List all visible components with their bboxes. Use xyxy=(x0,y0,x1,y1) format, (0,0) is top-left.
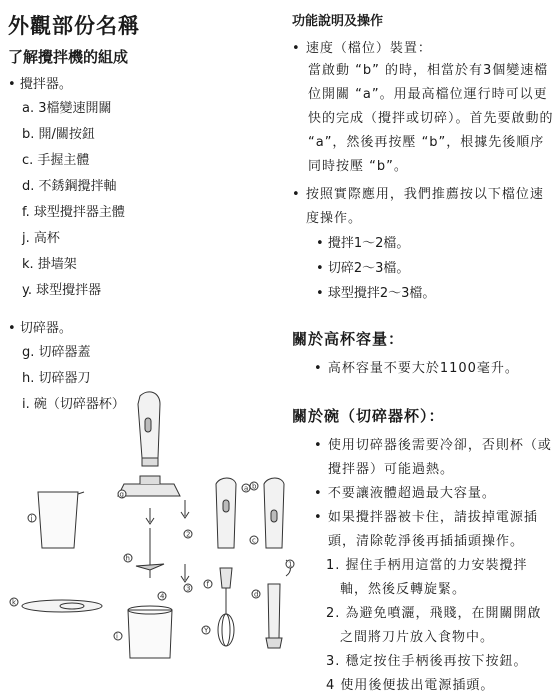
part-item: h. 切碎器刀 xyxy=(22,371,91,386)
beaker-illustration xyxy=(28,492,84,548)
chopper-blade-illustration xyxy=(124,528,164,578)
cup-item: • 高杯容量不要大於1100毫升。 xyxy=(314,357,554,381)
chopper-bowl-illustration xyxy=(114,606,172,658)
group-blender-title: • 攪拌器。 xyxy=(8,73,278,92)
speed-bullet: • 速度（檔位）裝置： xyxy=(292,37,554,61)
label-j: j xyxy=(30,514,33,523)
label-c: c xyxy=(252,536,256,545)
step-item: 2. 為避免噴灑，飛賤，在開關開啟之間將刀片放入食物中。 xyxy=(326,606,542,645)
recommend-item: • 球型攪拌2～3檔。 xyxy=(316,281,554,306)
label-i: i xyxy=(116,632,118,641)
recommend-item: • 攪拌1～2檔。 xyxy=(316,231,554,256)
part-item: a. 3檔變速開關 xyxy=(22,101,112,116)
speed-text: 當啟動 “b” 的時，相當於有3個變速檔位開關 “a”。用最高檔位運行時可以更快的完成（攪拌或切碎）。首先要啟動的 “a”，然後再按壓 “b”，根據先後順序同時按壓 “b”。 xyxy=(308,63,554,174)
chopper-lid-illustration xyxy=(118,476,180,499)
label-d: d xyxy=(254,590,259,599)
parts-column xyxy=(8,10,278,419)
part-item: j. 高杯 xyxy=(22,231,60,246)
label-f: f xyxy=(206,580,209,589)
step-item: 3. 穩定按住手柄後再按下按鈕。 xyxy=(326,654,528,669)
bowl-item: • 如果攪拌器被卡住，請拔掉電源插頭，清除乾淨後再插插頭操作。 xyxy=(314,506,554,554)
step-3: 3 xyxy=(186,584,191,593)
label-g: g xyxy=(119,490,124,499)
step-2: 2 xyxy=(186,530,191,539)
part-item: d. 不銹鋼攪拌軸 xyxy=(22,179,117,194)
label-a: a xyxy=(244,484,249,493)
section-subtitle: 了解攪拌機的組成 xyxy=(8,48,129,66)
wall-bracket-illustration xyxy=(10,598,102,612)
cup-capacity-title: 關於高杯容量： xyxy=(292,330,405,348)
label-k: k xyxy=(12,598,17,607)
recommend-item: • 切碎2～3檔。 xyxy=(316,256,554,281)
step-4: 4 xyxy=(160,592,165,601)
label-b: b xyxy=(252,482,257,491)
bowl-title: 關於碗（切碎器杯）： xyxy=(292,407,445,425)
parts-diagram xyxy=(0,388,293,680)
shaft-blender-illustration xyxy=(250,478,294,648)
part-item: b. 開/關按鈕 xyxy=(22,127,95,142)
assembly-arrows xyxy=(146,500,192,601)
step-1: 1 xyxy=(288,560,293,569)
whisk-blender-illustration xyxy=(202,478,250,646)
hand-blender-illustration xyxy=(138,392,160,466)
group-chopper-title: • 切碎器。 xyxy=(8,317,278,336)
part-item: y. 球型攪拌器 xyxy=(22,283,102,298)
recommend-bullet: • 按照實際應用，我們推薦按以下檔位速度操作。 xyxy=(292,183,554,231)
bowl-item: • 使用切碎器後需要冷卻，否則杯（或攪拌器）可能過熱。 xyxy=(314,434,554,482)
label-y: Y xyxy=(204,626,209,635)
part-item: k. 掛墙架 xyxy=(22,257,77,272)
bowl-item: • 不要讓液體超過最大容量。 xyxy=(314,482,554,506)
function-title: 功能說明及操作 xyxy=(292,14,384,29)
instructions-column xyxy=(292,10,554,698)
step-item: 4 使用後便拔出電源插頭。 xyxy=(326,678,495,693)
page-title: 外觀部份名稱 xyxy=(8,14,140,38)
part-item: f. 球型攪拌器主體 xyxy=(22,205,125,220)
part-item: i. 碗（切碎器杯） xyxy=(22,397,125,412)
part-item: g. 切碎器蓋 xyxy=(22,345,91,360)
part-item: c. 手握主體 xyxy=(22,153,90,168)
step-item: 1. 握住手柄用這當的力安裝攪拌軸，然後反轉旋緊。 xyxy=(326,558,528,597)
label-h: h xyxy=(125,554,130,563)
